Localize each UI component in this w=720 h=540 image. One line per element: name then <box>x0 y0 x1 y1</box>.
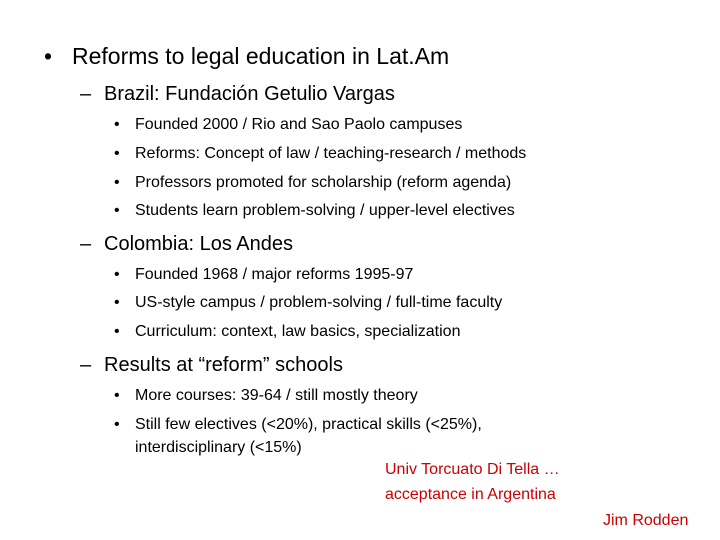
list-item: Curriculum: context, law basics, specialization <box>135 323 461 340</box>
bullet-level3: • <box>114 116 120 133</box>
note-line-1: Univ Torcuato Di Tella … <box>385 461 560 478</box>
list-item-continuation: interdisciplinary (<15%) <box>135 439 302 456</box>
list-item: Students learn problem-solving / upper-level electives <box>135 202 515 219</box>
bullet-level3: • <box>114 266 120 283</box>
section-title-brazil: Brazil: Fundación Getulio Vargas <box>104 83 395 105</box>
list-item: Founded 2000 / Rio and Sao Paolo campuses <box>135 116 463 133</box>
bullet-level1: • <box>44 43 53 69</box>
bullet-level3: • <box>114 294 120 311</box>
section-title-results: Results at “reform” schools <box>104 354 343 376</box>
bullet-level3: • <box>114 387 120 404</box>
list-item: More courses: 39-64 / still mostly theory <box>135 387 418 404</box>
bullet-level3: • <box>114 416 120 433</box>
list-item: Founded 1968 / major reforms 1995-97 <box>135 266 414 283</box>
section-title-colombia: Colombia: Los Andes <box>104 233 294 255</box>
note-line-2: acceptance in Argentina <box>385 486 556 503</box>
author-name: Jim Rodden <box>603 512 689 529</box>
list-item: Reforms: Concept of law / teaching-research / methods <box>135 145 527 162</box>
list-item: Still few electives (<20%), practical skills (<25%), <box>135 416 482 433</box>
dash-bullet: – <box>80 354 92 376</box>
dash-bullet: – <box>80 83 92 105</box>
bullet-level3: • <box>114 145 120 162</box>
slide-heading: Reforms to legal education in Lat.Am <box>72 43 450 69</box>
list-item: US-style campus / problem-solving / full-time faculty <box>135 294 503 311</box>
bullet-level3: • <box>114 323 120 340</box>
list-item: Professors promoted for scholarship (reform agenda) <box>135 174 512 191</box>
dash-bullet: – <box>80 233 92 255</box>
bullet-level3: • <box>114 202 120 219</box>
bullet-level3: • <box>114 174 120 191</box>
